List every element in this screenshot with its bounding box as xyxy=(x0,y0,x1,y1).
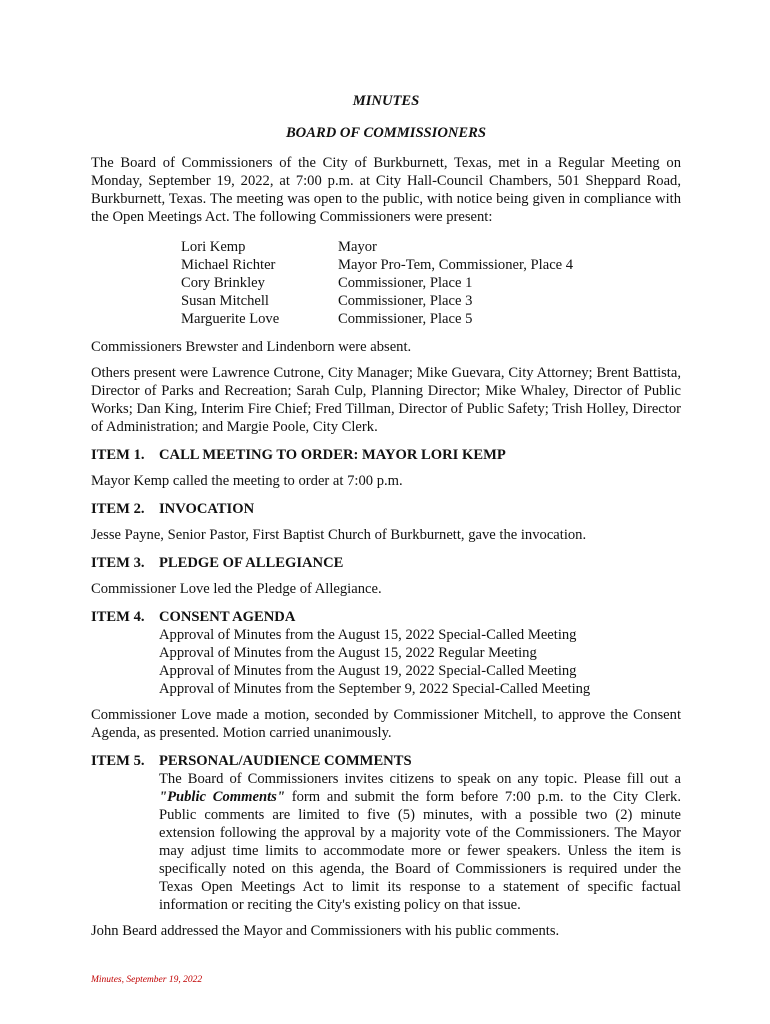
description-text: form and submit the form before 7:00 p.m. to the City Clerk. Public comments are limited to five (5) minutes, with a possible two (2) minute extension following the approval by a majority vote of the Commissioners. The Mayor may adjust time limits to accommodate more or fewer speakers. Unless the item is specifically noted on this agenda, the Board of Commissioners is required under the Texas Open Meetings Act to limit its response to a statement of specific factual information or reciting the City's existing policy on that issue. xyxy=(159,789,681,913)
item-number: ITEM 3. xyxy=(91,555,145,571)
intro-paragraph: The Board of Commissioners of the City of Burkburnett, Texas, met in a Regular Meeting on Monday, September 19, 2022, at 7:00 p.m. at City Hall-Council Chambers, 501 Sheppard Road, Burkburnett, Texas. The meeting was open to the public, with notice being given in compliance with the Open Meetings Act. The following Commissioners were present: xyxy=(91,155,681,225)
item-3-body: Commissioner Love led the Pledge of Allegiance. xyxy=(91,581,382,597)
document-subtitle: BOARD OF COMMISSIONERS xyxy=(285,125,487,141)
item-title: PERSONAL/AUDIENCE COMMENTS xyxy=(159,753,412,769)
present-role: Commissioner, Place 3 xyxy=(338,293,473,309)
present-role: Commissioner, Place 1 xyxy=(338,275,473,291)
item-5-body: John Beard addressed the Mayor and Commissioners with his public comments. xyxy=(91,923,560,939)
consent-agenda-list xyxy=(159,626,681,698)
present-name: Susan Mitchell xyxy=(181,293,269,309)
present-name: Cory Brinkley xyxy=(181,275,265,291)
item-title: INVOCATION xyxy=(159,501,255,517)
list-item: Approval of Minutes from the September 9, 2022 Special-Called Meeting xyxy=(159,681,591,697)
minutes-page xyxy=(91,92,681,940)
present-role: Mayor xyxy=(338,239,377,255)
present-row xyxy=(181,292,573,310)
item-number: ITEM 1. xyxy=(91,447,145,463)
item-number: ITEM 2. xyxy=(91,501,145,517)
list-item: Approval of Minutes from the August 15, 2022 Regular Meeting xyxy=(159,645,537,661)
item-1-body: Mayor Kemp called the meeting to order at 7:00 p.m. xyxy=(91,473,403,489)
public-comments-form-name: "Public Comments" xyxy=(159,789,285,805)
present-name: Lori Kemp xyxy=(181,239,246,255)
item-5-heading xyxy=(91,752,681,770)
item-title: PLEDGE OF ALLEGIANCE xyxy=(159,555,344,571)
list-item: Approval of Minutes from the August 15, 2022 Special-Called Meeting xyxy=(159,627,577,643)
item-1-heading xyxy=(91,446,681,464)
list-item: Approval of Minutes from the August 19, 2022 Special-Called Meeting xyxy=(159,663,577,679)
item-5-description xyxy=(159,770,681,914)
document-title: MINUTES xyxy=(352,93,420,109)
present-role: Mayor Pro-Tem, Commissioner, Place 4 xyxy=(338,257,574,273)
item-2-heading xyxy=(91,500,681,518)
present-row xyxy=(181,238,573,256)
item-title: CALL MEETING TO ORDER: MAYOR LORI KEMP xyxy=(159,447,506,463)
present-row xyxy=(181,274,573,292)
commissioners-present-table xyxy=(181,238,573,328)
present-row xyxy=(181,256,573,274)
description-text: The Board of Commissioners invites citizens to speak on any topic. Please fill out a xyxy=(159,771,681,787)
item-number: ITEM 4. xyxy=(91,609,145,625)
page-footer: Minutes, September 19, 2022 xyxy=(91,975,203,985)
item-title: CONSENT AGENDA xyxy=(159,609,296,625)
present-name: Michael Richter xyxy=(181,257,276,273)
others-present-paragraph: Others present were Lawrence Cutrone, City Manager; Mike Guevara, City Attorney; Brent Battista, Director of Parks and Recreation; Sarah Culp, Planning Director; Mike Whaley, Director of Public Works; Dan King, Interim Fire Chief; Fred Tillman, Director of Public Safety; Trish Holley, Director of Administration; and Margie Poole, City Clerk. xyxy=(91,365,681,435)
item-4-body: Commissioner Love made a motion, seconded by Commissioner Mitchell, to approve the Consent Agenda, as presented. Motion carried unanimously. xyxy=(91,707,681,741)
present-role: Commissioner, Place 5 xyxy=(338,311,473,327)
item-4-heading xyxy=(91,608,681,626)
absent-paragraph: Commissioners Brewster and Lindenborn were absent. xyxy=(91,339,412,355)
present-name: Marguerite Love xyxy=(181,311,280,327)
item-2-body: Jesse Payne, Senior Pastor, First Baptist Church of Burkburnett, gave the invocation. xyxy=(91,527,587,543)
present-row xyxy=(181,310,573,328)
item-number: ITEM 5. xyxy=(91,753,145,769)
item-3-heading xyxy=(91,554,681,572)
